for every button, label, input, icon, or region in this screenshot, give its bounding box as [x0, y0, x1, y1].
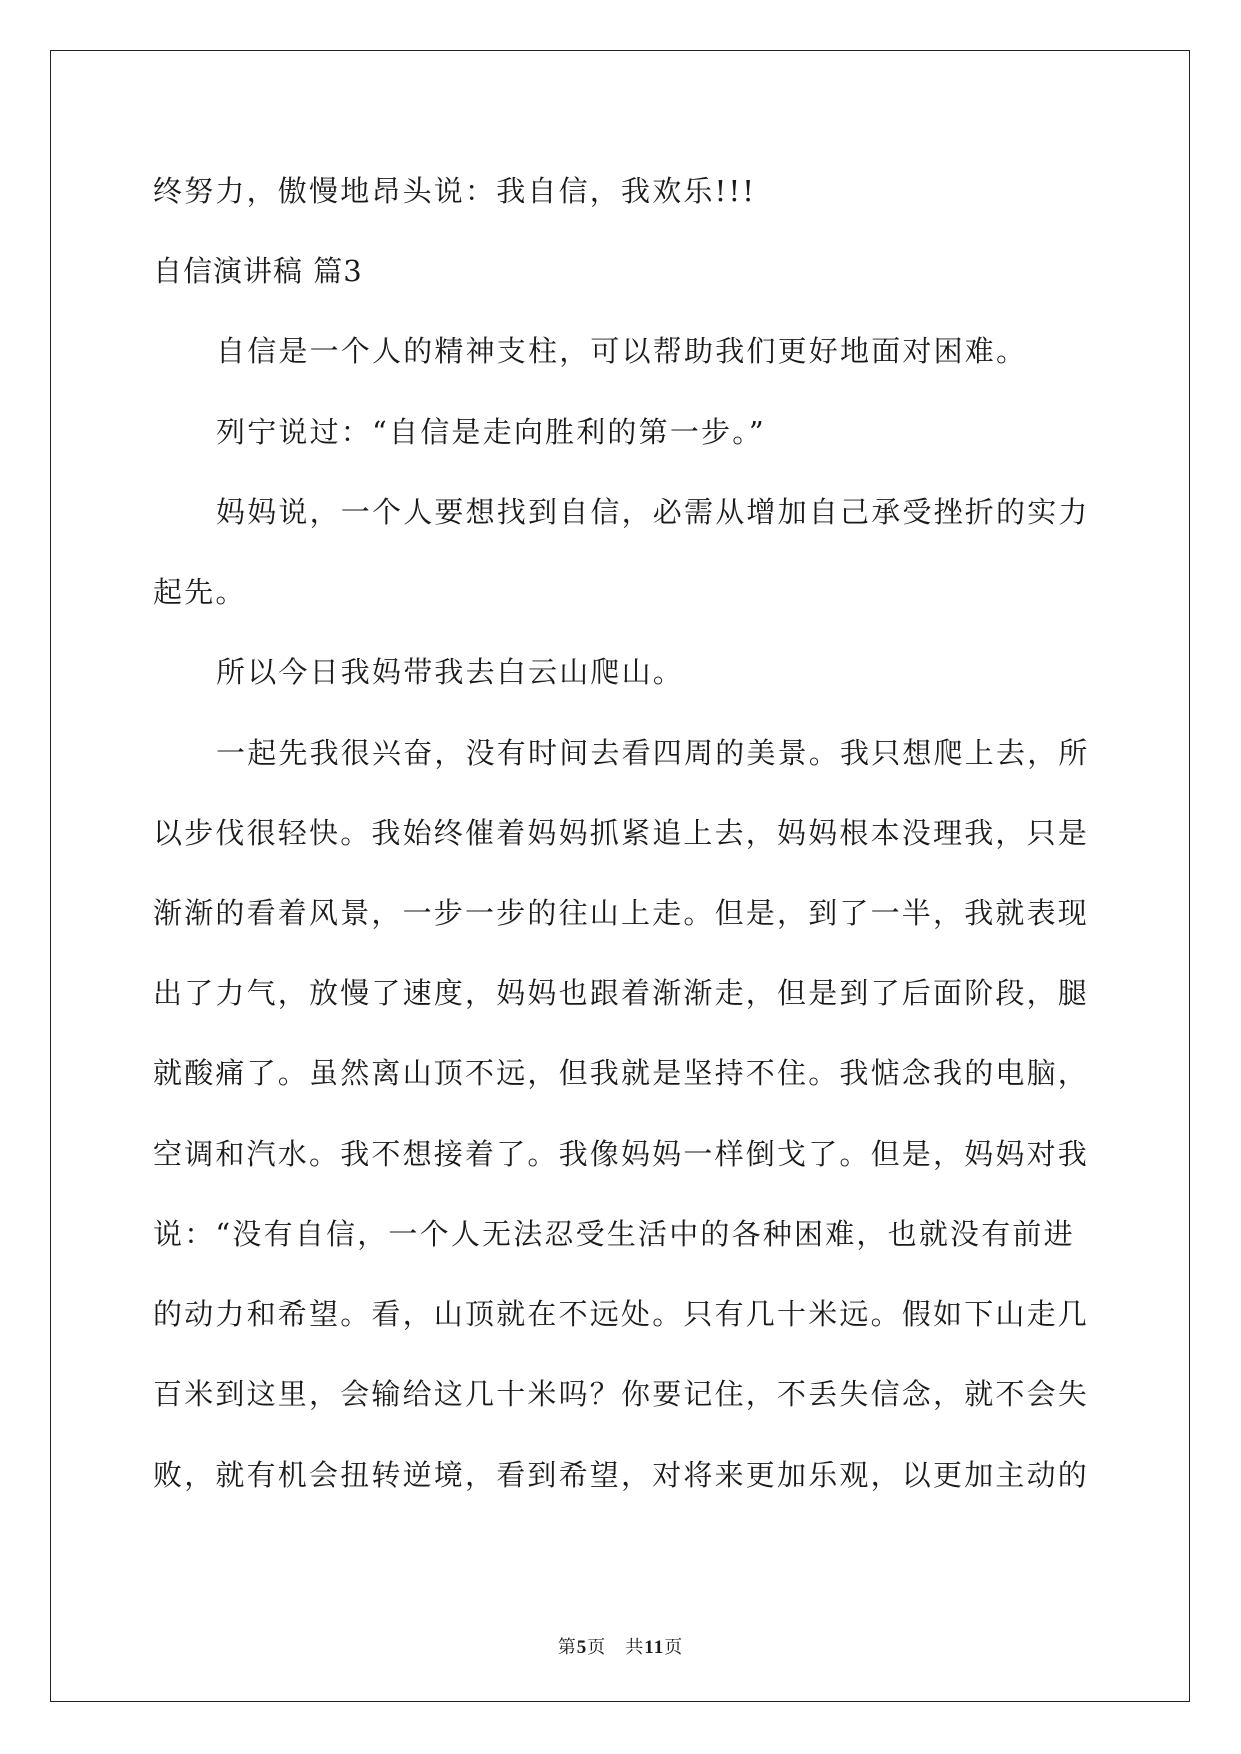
page-border	[50, 50, 1190, 1702]
paragraph-5-line-3: 渐渐的看着风景，一步一步的往山上走。但是，到了一半，我就表现	[153, 896, 1090, 930]
text-line-1: 终努力，傲慢地昂头说：我自信，我欢乐!!!	[153, 174, 757, 208]
paragraph-3-line-2: 起先。	[153, 575, 247, 609]
section-heading: 自信演讲稿 篇3	[153, 254, 363, 288]
total-page-number: 11	[644, 1637, 665, 1658]
footer-prefix: 第	[557, 1637, 577, 1658]
paragraph-5-line-6: 空调和汽水。我不想接着了。我像妈妈一样倒戈了。但是，妈妈对我	[153, 1137, 1090, 1171]
page-number-footer	[0, 1633, 1241, 1659]
paragraph-5-line-10: 败，就有机会扭转逆境，看到希望，对将来更加乐观，以更加主动的	[153, 1458, 1090, 1492]
current-page-number: 5	[576, 1637, 588, 1658]
paragraph-5-line-1: 一起先我很兴奋，没有时间去看四周的美景。我只想爬上去，所	[216, 736, 1090, 770]
paragraph-5-line-2: 以步伐很轻快。我始终催着妈妈抓紧追上去，妈妈根本没理我，只是	[153, 816, 1090, 850]
paragraph-1: 自信是一个人的精神支柱，可以帮助我们更好地面对困难。	[216, 334, 1028, 368]
paragraph-5-line-7: 说：“没有自信，一个人无法忍受生活中的各种困难，也就没有前进	[153, 1217, 1075, 1251]
paragraph-3-line-1: 妈妈说，一个人要想找到自信，必需从增加自己承受挫折的实力	[216, 495, 1090, 529]
paragraph-5-line-4: 出了力气，放慢了速度，妈妈也跟着渐渐走，但是到了后面阶段，腿	[153, 976, 1090, 1010]
paragraph-5-line-8: 的动力和希望。看，山顶就在不远处。只有几十米远。假如下山走几	[153, 1297, 1090, 1331]
paragraph-5-line-9: 百米到这里，会输给这几十米吗？你要记住，不丢失信念，就不会失	[153, 1377, 1090, 1411]
footer-suffix: 页	[664, 1637, 684, 1658]
footer-middle: 页 共	[587, 1637, 645, 1658]
paragraph-2: 列宁说过：“自信是走向胜利的第一步。”	[216, 415, 766, 449]
paragraph-5-line-5: 就酸痛了。虽然离山顶不远，但我就是坚持不住。我惦念我的电脑，	[153, 1056, 1090, 1090]
paragraph-4: 所以今日我妈带我去白云山爬山。	[216, 655, 685, 689]
